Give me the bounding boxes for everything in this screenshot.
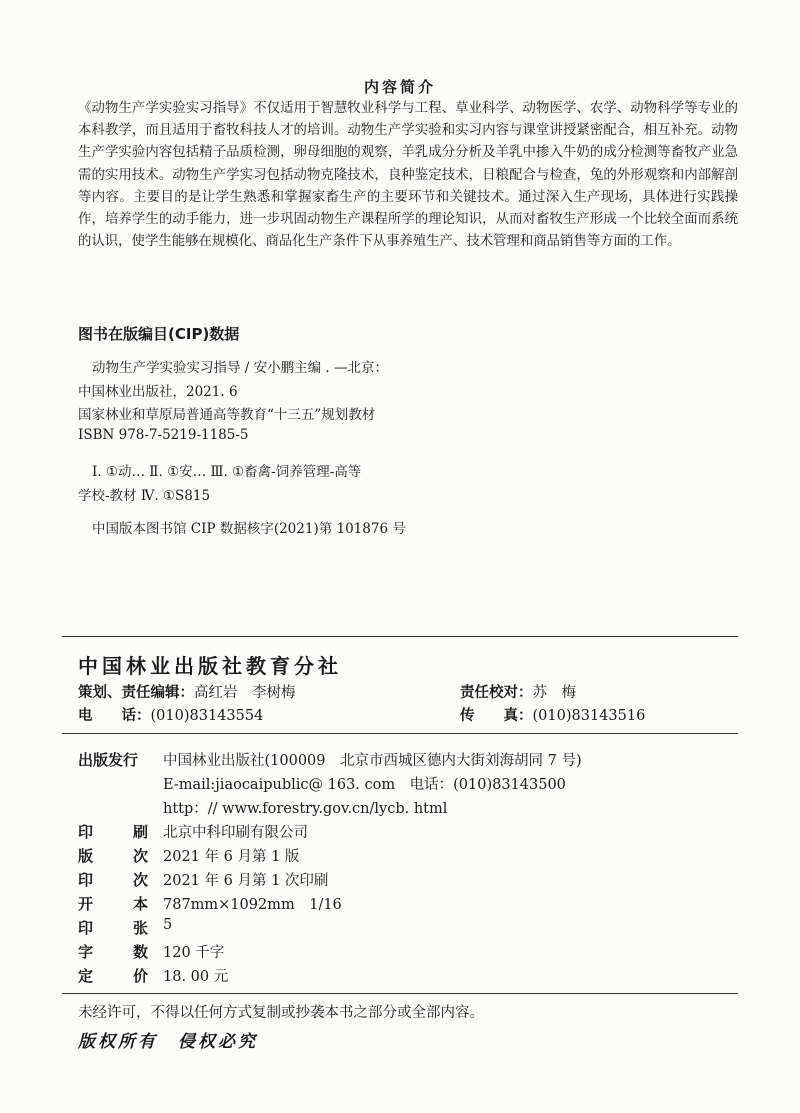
- phone-row: [78, 704, 263, 725]
- phone-label: 电 话：: [78, 708, 151, 724]
- proof-value: 苏 梅: [532, 685, 576, 701]
- printer-label: 印 刷: [78, 823, 148, 841]
- format-label: 开 本: [78, 895, 148, 913]
- cip-isbn: ISBN 978-7-5219-1185-5: [78, 427, 249, 443]
- edition-label: 版 次: [78, 847, 148, 865]
- printing-value: 2021 年 6 月第 1 次印刷: [163, 873, 329, 889]
- intro-body: 《动物生产学实验实习指导》不仅适用于智慧牧业科学与工程、草业科学、动物医学、农学、动物科学等专业的本科教学，而且适用于畜牧科技人才的培训。动物生产学实验和实习内容与课堂讲授紧密配合，相互补充。动物生产学实验内容包括精子品质检测，卵母细胞的观察，羊乳成分分析及羊乳中掺入牛奶的成分检测等畜牧产业急需的实用技术。动物生产学实习包括动物克隆技术，良种鉴定技术，日粮配合与检查，兔的外形观察和内部解剖等内容。主要目的是让学生熟悉和掌握家畜生产的主要环节和关键技术。通过深入生产现场，具体进行实践操作，培养学生的动手能力，进一步巩固动物生产课程所学的理论知识，从而对畜牧生产形成一个比较全面而系统的认识，使学生能够在规模化、商品化生产条件下从事养殖生产、技术管理和商品销售等方面的工作。: [78, 101, 738, 250]
- sheets-label: 印 张: [78, 919, 148, 937]
- cip-record-number: 中国版本图书馆 CIP 数据核字(2021)第 101876 号: [92, 521, 406, 537]
- phone-value: (010)83143554: [150, 708, 264, 724]
- divider: [62, 636, 738, 637]
- editor-row: [78, 681, 296, 702]
- branch-name: 中国林业出版社教育分社: [78, 654, 342, 678]
- rights-reserved: 版权所有 侵权必究: [78, 1032, 258, 1052]
- cip-line: 中国林业出版社，2021. 6: [78, 384, 238, 400]
- proof-row: [460, 681, 576, 702]
- cip-line: Ⅰ. ①动… Ⅱ. ①安… Ⅲ. ①畜禽-饲养管理-高等: [92, 464, 362, 480]
- divider: [62, 993, 738, 994]
- website: http：// www.forestry.gov.cn/lycb. html: [163, 801, 448, 817]
- divider: [62, 733, 738, 734]
- copyright-notice: 未经许可，不得以任何方式复制或抄袭本书之部分或全部内容。: [78, 1005, 484, 1021]
- fax-label: 传 真：: [460, 708, 533, 724]
- publisher-label: 出版发行: [78, 751, 139, 769]
- cip-line: 动物生产学实验实习指导 / 安小鹏主编 . —北京：: [92, 360, 389, 376]
- cip-line: 国家林业和草原局普通高等教育“十三五”规划教材: [78, 407, 376, 423]
- format-value: 787mm×1092mm 1/16: [163, 897, 342, 913]
- price-value: 18. 00 元: [163, 969, 229, 985]
- editor-value: 高红岩 李树梅: [194, 685, 296, 701]
- sheets-value: 5: [163, 917, 173, 933]
- publisher-value: 中国林业出版社(100009 北京市西城区德内大街刘海胡同 7 号): [163, 753, 582, 769]
- fax-row: [460, 704, 645, 725]
- cip-title: 图书在版编目(CIP)数据: [78, 325, 240, 343]
- intro-title: 内容简介: [363, 78, 436, 96]
- word-count-value: 120 千字: [163, 945, 225, 961]
- printing-label: 印 次: [78, 871, 148, 889]
- printer-value: 北京中科印刷有限公司: [163, 825, 308, 841]
- edition-value: 2021 年 6 月第 1 版: [163, 849, 300, 865]
- price-label: 定 价: [78, 967, 148, 985]
- cip-line: 学校-教材 Ⅳ. ①S815: [78, 488, 211, 504]
- word-count-label: 字 数: [78, 943, 148, 961]
- editor-label: 策划、责任编辑：: [78, 685, 194, 701]
- proof-label: 责任校对：: [460, 685, 533, 701]
- contact-email: E-mail:jiaocaipublic@ 163. com 电话：(010)83143500: [163, 777, 566, 793]
- fax-value: (010)83143516: [532, 708, 646, 724]
